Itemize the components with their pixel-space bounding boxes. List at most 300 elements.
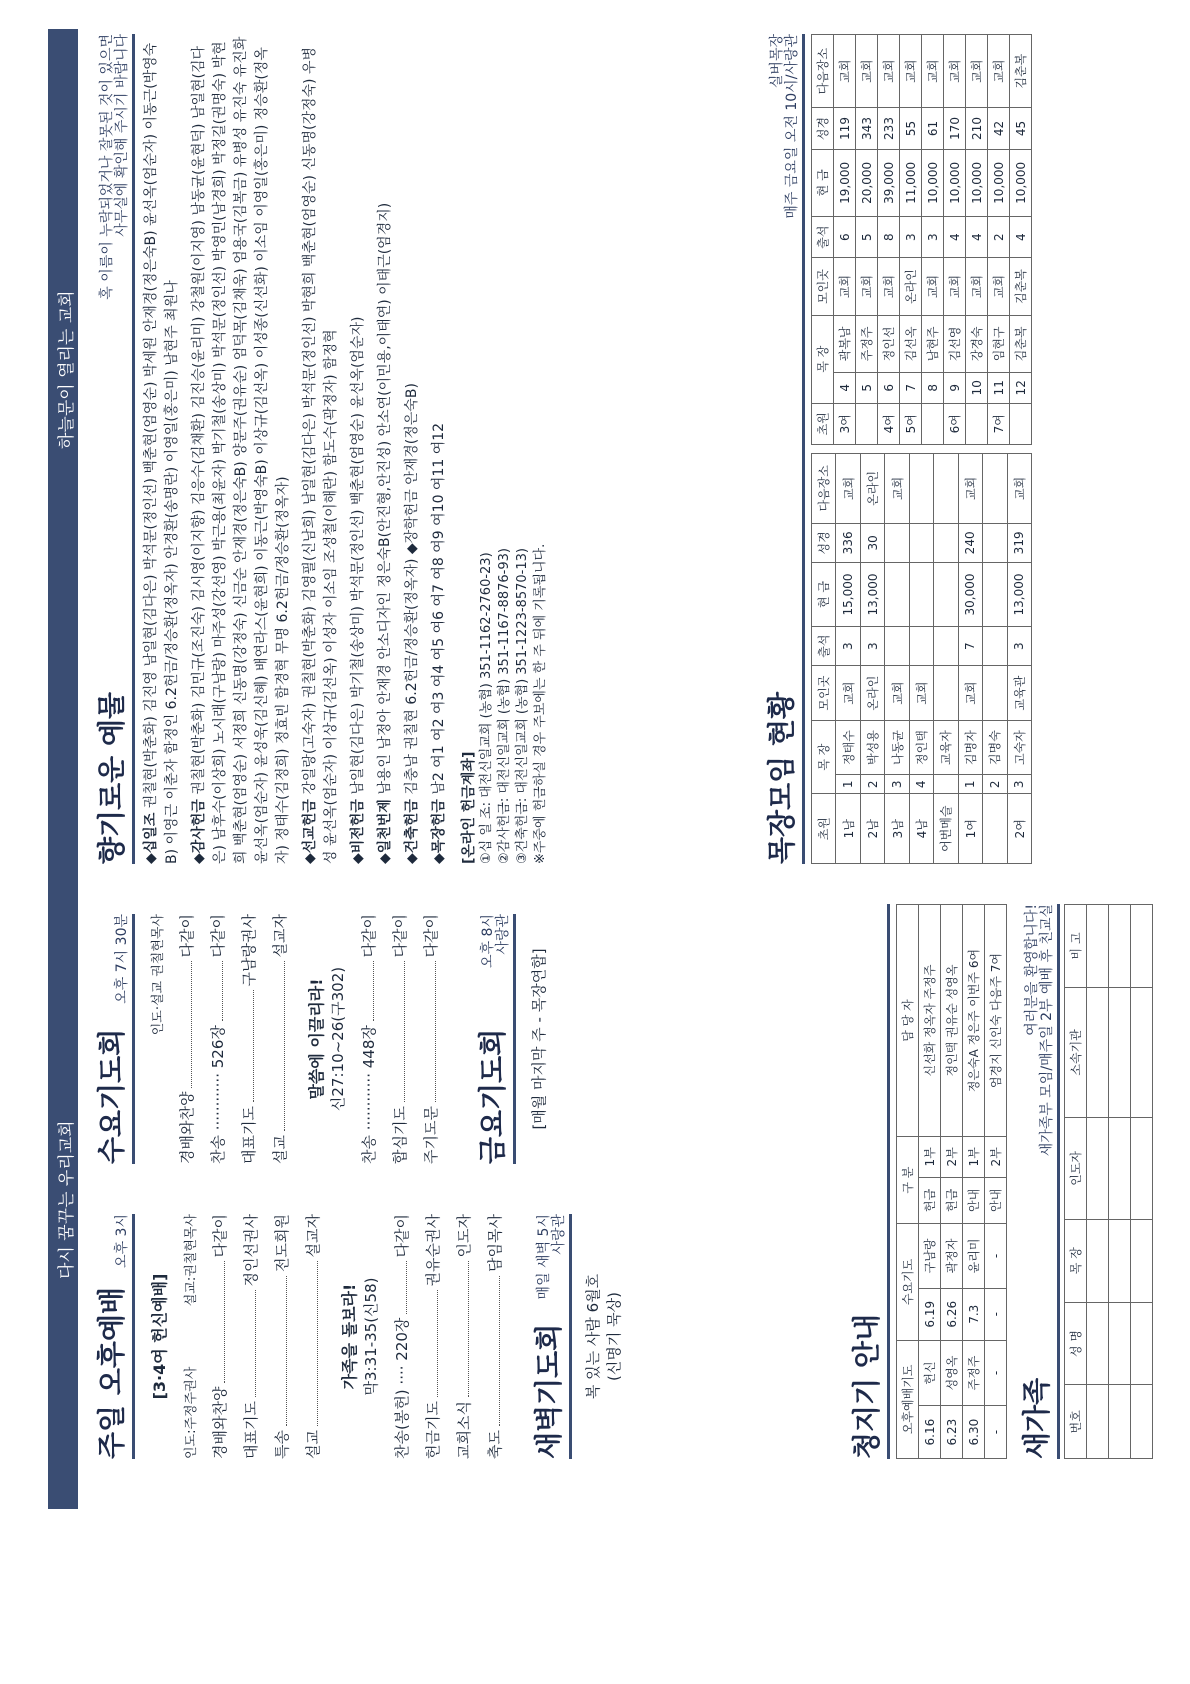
duty-cell: 헌금 [941, 1177, 963, 1224]
duty-header: 수요기도 [897, 1224, 919, 1341]
cell-cell: 9 [944, 373, 966, 404]
duty-cell: 헌신 [919, 1340, 941, 1405]
cell-cell: 교회 [922, 35, 944, 108]
newfamily-cell [1131, 1117, 1153, 1219]
cell-cell: 2남 [860, 794, 884, 864]
cell-cell: 7 [900, 373, 922, 404]
cell-cell: 교회 [1007, 454, 1032, 524]
cell-cell: 교회 [856, 35, 878, 108]
wednesday-sermon-title: 말씀에 이끌리라! [307, 978, 326, 1100]
offering-names: 권칠현(박춘화) 김민규(조진숙) 김시영(이지향) 김응수(김채환) 김진승(윤리미) 강철원(이지영) 남동균(윤현덕) 남일현(김다은) 남후수(이상희) 노시래(구남랑) 마주성(강선영) 박근용(최윤자) 박기철(송상미) 박석문(정인선) 박영민(남경희) 박정길(권명숙) 박현희 백춘현(엄영순) 서정희 신동명(강정숙) 신금순 안재경(정은숙B) 양문주(권유순) 엄덕목(김채욱) 엄용국(김복금) 유병성 유진숙 유진화 윤선옥(엄순자) 윤성욱(김신혜) 배연라스(윤현희) 이동근(박영숙B) 이상규(김선옥) 이성종(신선화) 이소임 이영일(홍은미) 정승환(정옥자) 정태수(김정희) 정효빈 함경혁 무명 6.2헌금/정승환(정옥자) [191, 36, 291, 864]
cell-cell: 10,000 [944, 149, 966, 216]
offering-category: ◆일천번제 [377, 799, 393, 864]
sunday-item2-row [422, 1214, 443, 1459]
cell-cell: 343 [856, 108, 878, 149]
cell-cell [983, 794, 1007, 864]
offering-names: 남용인 남정아 안재경 안소디자인 정은숙B(안진형,안진성) 안소연(이민용,이태연) 이태근(엄경지) [377, 202, 393, 800]
sunday-lead: 인도:주정주권사 [184, 1366, 199, 1459]
offering-title: 향기로운 예물 [95, 691, 128, 864]
sunday-item2-who: 권유순권사 [424, 1214, 442, 1287]
newfamily-header: 비 고 [1065, 905, 1087, 988]
cell-cell [885, 626, 909, 665]
offering-note2: 사무실에 확인해 주시기 바랍니다 [114, 34, 130, 237]
cell-cell: 어번메슬 [934, 794, 958, 864]
cell-cell: 곽복남 [834, 315, 856, 372]
cell-cell: 교회 [958, 666, 982, 720]
sunday-item2-label: 헌금기도 [424, 1401, 442, 1459]
cell-cell: 김춘복 [1010, 315, 1032, 372]
newfamily-header: 번호 [1065, 1385, 1087, 1459]
newfamily-cell [1087, 987, 1109, 1117]
sunday-item-dots [302, 1261, 318, 1426]
wednesday-item-who: 다같이 [209, 914, 227, 958]
cell-cell: 6여 [944, 403, 966, 444]
duty-cell: 1부 [963, 1137, 985, 1178]
cell-cell [909, 626, 933, 665]
newfamily-cell [1109, 987, 1131, 1117]
cell-cell: 2 [983, 775, 1007, 794]
cell-cell [983, 666, 1007, 720]
cell-cell: 45 [1010, 108, 1032, 149]
cell-header: 출석 [812, 216, 834, 257]
cell-cell [885, 523, 909, 562]
cell-cell: 교회 [836, 666, 860, 720]
sunday-item2-dots [484, 1276, 500, 1426]
sunday-item2-row [453, 1214, 474, 1459]
cell-cell: 온라인 [860, 454, 884, 524]
cell-cell: 교회 [834, 35, 856, 108]
wednesday-item2-label: 찬송 ············ 448장 [360, 1025, 378, 1164]
sunday-item2-label: 축도 [486, 1430, 504, 1459]
wednesday-item-who: 구남랑권사 [240, 914, 258, 987]
sunday-item-label: 대표기도 [242, 1401, 260, 1459]
cell-cell: 2여 [1007, 794, 1032, 864]
wednesday-sermon-ref: 신27:10~26(구302) [329, 966, 347, 1112]
cell-header-row [812, 35, 834, 445]
duty-row [985, 905, 1007, 1459]
wednesday-item-label: 찬송 ············ 526장 [209, 1025, 227, 1164]
duty-cell: - [985, 1340, 1007, 1405]
cell-cell: 김춘복 [1010, 35, 1032, 108]
wednesday-item2-row [358, 914, 379, 1164]
newfamily-cell [1109, 1219, 1131, 1302]
cell-cell: 1여 [958, 794, 982, 864]
duty-cell: 6.23 [941, 1406, 963, 1459]
cell-cell: 12 [1010, 373, 1032, 404]
cell-cell: 교회 [966, 258, 988, 315]
offering-paragraph [300, 34, 342, 864]
sunday-item2-who: 다같이 [393, 1214, 411, 1258]
newfamily-cell [1109, 1302, 1131, 1385]
offering-names: 김충남 권칠현 6.2헌금/정승환(정옥자) ◆장학헌금 안재경(정은숙B) [404, 383, 420, 800]
duty-cell: 주정주 [963, 1340, 985, 1405]
duty-header: 오후예배기도 [897, 1340, 919, 1458]
cell-cell [983, 563, 1007, 627]
duty-cell: 안내 [985, 1177, 1007, 1224]
offering-category: ◆십일조 [143, 812, 159, 864]
newfamily-header: 인도자 [1065, 1117, 1087, 1219]
duty-table [896, 904, 1007, 1459]
cell-cell: 3여 [834, 403, 856, 444]
wednesday-item-label: 경배와찬양 [178, 1091, 196, 1164]
sunday-item-row [271, 1214, 292, 1459]
cell-cell: 김선영 [944, 315, 966, 372]
sunday-item-who: 다같이 [211, 1214, 229, 1258]
cell-cell [885, 563, 909, 627]
cell-cell: 교육관 [1007, 666, 1032, 720]
cell-cell [909, 563, 933, 627]
cell-cell: 교회 [988, 258, 1010, 315]
cell-cell: 1남 [836, 794, 860, 864]
cell-row [934, 454, 958, 864]
cell-section [760, 34, 1032, 864]
cell-cell: 10,000 [922, 149, 944, 216]
header-left: 다시 꿈꾸는 우리교회 [57, 1120, 77, 1279]
sunday-section [90, 1214, 624, 1459]
cell-cell: 교회 [836, 454, 860, 524]
cell-cell: 3 [836, 626, 860, 665]
cell-cell: 4 [909, 775, 933, 794]
wednesday-order-list-2 [358, 914, 441, 1164]
cell-header: 현 금 [812, 563, 836, 627]
cell-cell [922, 403, 944, 444]
cell-cell: 39,000 [878, 149, 900, 216]
sunday-item2-dots [391, 1261, 407, 1313]
offering-paragraph [402, 34, 423, 864]
newfamily-cell [1087, 905, 1109, 988]
cell-cell [966, 403, 988, 444]
cell-header: 출석 [812, 626, 836, 665]
cell-cell [934, 563, 958, 627]
sunday-item-label: 특송 [273, 1430, 291, 1459]
cell-row [900, 35, 922, 445]
cell-cell: 교회 [900, 35, 922, 108]
wednesday-lead: 인도·설교 권칠현목사 [151, 914, 166, 1036]
friday-time2: 사랑관 [495, 914, 511, 955]
sunday-preach: 설교:권칠현목사 [184, 1214, 199, 1307]
offering-category: ◆건축헌금 [404, 799, 420, 864]
wednesday-item2-row [420, 914, 441, 1164]
wednesday-item-who: 다같이 [178, 914, 196, 958]
cell-cell: 4 [944, 216, 966, 257]
cell-cell: 11 [988, 373, 1010, 404]
cell-header: 성경 [812, 523, 836, 562]
newfamily-cell [1131, 1302, 1153, 1385]
cell-cell: 5여 [900, 403, 922, 444]
offering-note1: 혹 이름이 누락되었거나 잘못된 것이 있으면 [99, 34, 115, 300]
newfamily-cell [1131, 1219, 1153, 1302]
duty-cell: 헌금 [919, 1177, 941, 1224]
sunday-item-dots [209, 1261, 225, 1382]
newfamily-cell [1109, 905, 1131, 988]
cell-cell: 교회 [878, 35, 900, 108]
wednesday-item-row [238, 914, 259, 1164]
cell-cell: 8 [922, 373, 944, 404]
cell-cell [1010, 403, 1032, 444]
offering-category: ◆목장헌금 [431, 799, 447, 864]
offering-paragraph [429, 34, 450, 864]
cell-cell: 4 [834, 373, 856, 404]
wednesday-item2-label: 주기도문 [422, 1106, 440, 1164]
newfamily-row [1087, 905, 1109, 1459]
cell-cell: 김명숙 [983, 720, 1007, 774]
duty-cell: 정은숙A 정은주 이번주 6여 [963, 905, 985, 1137]
cell-cell: 김선옥 [900, 315, 922, 372]
cell-table-1 [811, 453, 1032, 864]
cell-cell: 10 [966, 373, 988, 404]
cell-cell: 55 [900, 108, 922, 149]
cell-cell [934, 626, 958, 665]
cell-cell [909, 523, 933, 562]
sunday-item2-row [484, 1214, 505, 1459]
cell-cell: 6 [834, 216, 856, 257]
account-line: ①십 일 조: 대전신일교회 (농협) 351-1162-2760-23) [479, 552, 494, 864]
cell-cell: 7여 [988, 403, 1010, 444]
cell-row [988, 35, 1010, 445]
duty-cell: 6.30 [963, 1406, 985, 1459]
wednesday-item2-who: 다같이 [391, 914, 409, 958]
duty-header: 구 분 [897, 1137, 919, 1224]
cell-cell [934, 666, 958, 720]
cell-cell: 교회 [856, 258, 878, 315]
sunday-subtitle: [3·4여 헌신예배] [150, 1273, 169, 1400]
friday-title: 금요기도회 [476, 1028, 509, 1164]
cell-header: 목 장 [812, 720, 836, 794]
cell-row [922, 35, 944, 445]
duty-cell: - [985, 1288, 1007, 1340]
cell-header-row [812, 454, 836, 864]
cell-cell: 15,000 [836, 563, 860, 627]
offering-category: ◆감사헌금 [191, 799, 207, 864]
newfamily-cell [1087, 1117, 1109, 1219]
offering-names: 권칠현(박춘화) 김진영 남일현(김다은) 박석문(정인선) 백춘현(엄영순) 박세원 안재경(정은숙B) 윤선옥(엄순자) 이동근(박영숙B) 이영근 이춘자 함정인 6.2헌금/정승환(정옥자) 안경환(송명란) 이영일(홍은미) 남현주 최원나 [143, 42, 180, 864]
sunday-item-who: 정인선권사 [242, 1214, 260, 1287]
offering-list [141, 34, 450, 864]
sunday-item2-who: 담임목사 [486, 1214, 504, 1272]
sunday-item2-row [391, 1214, 412, 1459]
cell-cell: 13,000 [860, 563, 884, 627]
duty-cell: 구남랑 [919, 1224, 941, 1289]
duty-title: 청지기 안내 [850, 1314, 883, 1459]
duty-cell: 6.16 [919, 1406, 941, 1459]
cell-cell: 교회 [922, 258, 944, 315]
sunday-item-row [302, 1214, 323, 1459]
offering-category: ◆비전헌금 [350, 799, 366, 864]
wednesday-item-row [269, 914, 290, 1164]
cell-cell: 임현구 [988, 315, 1010, 372]
offering-names: 남일현(김다은) 박기철(송상미) 박석문(정인선) 백춘현(엄영순) 윤선옥(엄순자) [350, 316, 366, 800]
newfamily-cell [1109, 1117, 1131, 1219]
sunday-item2-dots [453, 1261, 469, 1397]
cell-cell: 336 [836, 523, 860, 562]
duty-cell: 6.26 [941, 1288, 963, 1340]
sunday-item-row [209, 1214, 230, 1459]
newfamily-row [1109, 905, 1131, 1459]
duty-cell: - [985, 1224, 1007, 1289]
sunday-title: 주일 오후예배 [95, 1286, 128, 1459]
cell-cell: 210 [966, 108, 988, 149]
cell-cell: 20,000 [856, 149, 878, 216]
cell-cell: 8 [878, 216, 900, 257]
sunday-item2-label: 교회소식 [455, 1401, 473, 1459]
cell-cell [909, 454, 933, 524]
cell-cell: 233 [878, 108, 900, 149]
wednesday-section [90, 914, 549, 1164]
sunday-order-list [209, 1214, 323, 1459]
cell-cell: 30 [860, 523, 884, 562]
duty-cell: 신선화 정옥자 주정주 [919, 905, 941, 1137]
offering-names: 강일랑(고숙자) 권칠현(박춘화) 김영필(신남희) 남일현(김다은) 박석문(정인선) 박현희 백춘현(엄영순) 신동명(강정숙) 우병성 윤선옥(엄순자) 이상규(김선옥) 이성자 이소임 조성철(이해란) 함도수(곽정자) 함정혁 [302, 46, 339, 864]
newfamily-header: 성 명 [1065, 1302, 1087, 1385]
cell-row [1007, 454, 1032, 864]
cell-cell: 6 [878, 373, 900, 404]
dawn-time2: 사랑관 [551, 1214, 567, 1255]
cell-cell: 3 [1007, 626, 1032, 665]
cell-cell: 교회 [834, 258, 856, 315]
cell-header: 초원 [812, 403, 834, 444]
duty-header: 담 당 자 [897, 905, 919, 1137]
cell-cell: 정인택 [909, 720, 933, 774]
cell-row [885, 454, 909, 864]
sunday-item2-label: 찬송(봉헌) ···· 220장 [393, 1317, 411, 1459]
cell-header: 다음장소 [812, 454, 836, 524]
wednesday-item-label: 설교 [271, 1135, 289, 1164]
cell-cell: 170 [944, 108, 966, 149]
cell-cell: 교회 [944, 35, 966, 108]
offering-section [90, 34, 550, 864]
cell-table-2 [811, 34, 1032, 445]
duty-cell: 엄경지 신인숙 다음주 7여 [985, 905, 1007, 1137]
cell-row [958, 454, 982, 864]
header-right: 하늘문이 열리는 교회 [57, 290, 77, 449]
cell-cell: 교회 [909, 666, 933, 720]
duty-cell: 윤리미 [963, 1224, 985, 1289]
cell-row [909, 454, 933, 864]
cell-cell [983, 454, 1007, 524]
cell-cell: 3남 [885, 794, 909, 864]
cell-cell: 1 [958, 775, 982, 794]
newfamily-row [1131, 905, 1153, 1459]
friday-time1: 오후 8시 [480, 914, 496, 968]
offering-paragraph [141, 34, 183, 864]
wednesday-item2-dots [389, 961, 405, 1102]
dawn-title: 새벽기도회 [532, 1323, 565, 1459]
dawn-line1: 복 있는 사람 6월호 [584, 1273, 602, 1400]
account-list [478, 34, 550, 864]
newfamily-cell [1109, 1385, 1131, 1459]
sunday-item-row [240, 1214, 261, 1459]
cell-cell: 정태수 [836, 720, 860, 774]
cell-time2: 실버목장 [769, 34, 785, 89]
cell-cell [934, 775, 958, 794]
cell-header: 성경 [812, 108, 834, 149]
cell-cell: 교회 [988, 35, 1010, 108]
sunday-sermon-title: 가족을 돌보라! [340, 1283, 359, 1390]
duty-header-row [897, 905, 919, 1459]
cell-row [856, 35, 878, 445]
cell-cell: 7 [958, 626, 982, 665]
cell-header: 모인곳 [812, 258, 834, 315]
cell-header: 다음장소 [812, 35, 834, 108]
newfamily-header-row [1065, 905, 1087, 1459]
cell-cell: 정인선 [878, 315, 900, 372]
cell-cell: 3 [860, 626, 884, 665]
cell-cell: 주정주 [856, 315, 878, 372]
offering-category: ◆선교헌금 [302, 799, 318, 864]
cell-cell: 10,000 [966, 149, 988, 216]
cell-cell: 3 [1007, 775, 1032, 794]
cell-cell: 3 [885, 775, 909, 794]
offering-names: 남2 여1 여2 여3 여4 여5 여6 여7 여8 여9 여10 여11 여12 [431, 422, 447, 800]
cell-cell: 5 [856, 373, 878, 404]
offering-paragraph [348, 34, 369, 864]
duty-section [845, 904, 1007, 1459]
duty-cell: 7.3 [963, 1288, 985, 1340]
wednesday-item2-dots [358, 961, 374, 1021]
cell-cell: 박성용 [860, 720, 884, 774]
cell-title: 목장모임 현황 [765, 691, 798, 864]
wednesday-title: 수요기도회 [95, 1028, 128, 1164]
sunday-item2-who: 인도자 [455, 1214, 473, 1258]
cell-time1: 매주 금요일 오전 10시/사랑관 [784, 34, 800, 219]
wednesday-order-list [176, 914, 290, 1164]
newfamily-cell [1087, 1302, 1109, 1385]
cell-cell: 1 [836, 775, 860, 794]
newfamily-header: 소속기관 [1065, 987, 1087, 1117]
cell-row [878, 35, 900, 445]
cell-cell: 11,000 [900, 149, 922, 216]
wednesday-item2-label: 합심기도 [391, 1106, 409, 1164]
cell-cell: 5 [856, 216, 878, 257]
wednesday-time: 오후 7시 30분 [114, 914, 130, 1004]
cell-cell: 김춘복 [1010, 258, 1032, 315]
cell-cell: 나동균 [885, 720, 909, 774]
wednesday-item2-row [389, 914, 410, 1164]
sunday-item-label: 경배와찬양 [211, 1386, 229, 1459]
cell-cell: 4남 [909, 794, 933, 864]
cell-row [1010, 35, 1032, 445]
cell-cell: 19,000 [834, 149, 856, 216]
duty-cell: 성영옥 [941, 1340, 963, 1405]
cell-cell [983, 626, 1007, 665]
duty-cell: 2부 [941, 1137, 963, 1178]
account-title: [온라인 헌금계좌] [461, 751, 477, 864]
sunday-order-list-2 [391, 1214, 505, 1459]
duty-cell: 2부 [985, 1137, 1007, 1178]
offering-paragraph [189, 34, 294, 864]
wednesday-item-dots [207, 961, 223, 1021]
sunday-item2-dots [422, 1290, 438, 1397]
cell-row [860, 454, 884, 864]
newfamily-note2: 새가족부 모임/매주일 2부 예배 후 친교실 [1039, 904, 1055, 1157]
cell-cell [934, 454, 958, 524]
wednesday-item-dots [238, 990, 254, 1102]
cell-cell: 온라인 [860, 666, 884, 720]
dawn-time1: 매일 새벽 5시 [536, 1214, 552, 1300]
cell-row [834, 35, 856, 445]
cell-cell: 13,000 [1007, 563, 1032, 627]
duty-row [941, 905, 963, 1459]
sunday-item-who: 전도회원 [273, 1214, 291, 1272]
account-line: ②감사헌금: 대전신일교회 (농협) 351-1167-8876-93) [497, 548, 512, 864]
cell-row [983, 454, 1007, 864]
cell-header: 초원 [812, 794, 836, 864]
sunday-time: 오후 3시 [114, 1214, 130, 1268]
cell-cell: 온라인 [900, 258, 922, 315]
sunday-item-dots [271, 1276, 287, 1426]
wednesday-item-dots [269, 961, 285, 1131]
cell-cell: 240 [958, 523, 982, 562]
